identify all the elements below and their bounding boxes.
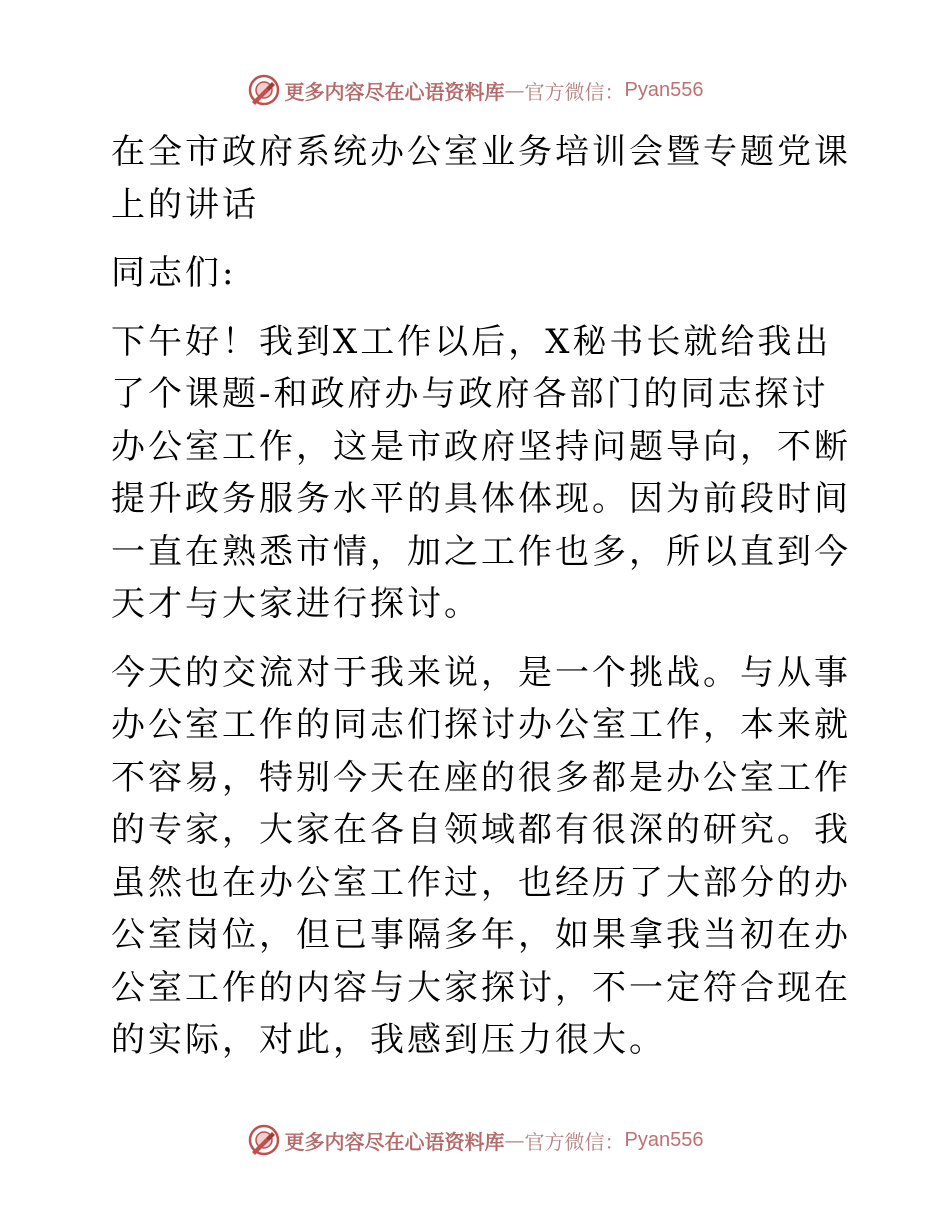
footer-watermark: [0, 1120, 950, 1160]
header-watermark: [0, 70, 950, 110]
document-title: 在全市政府系统办公室业务培训会暨专题党课上的讲话: [111, 132, 851, 225]
pen-logo-icon: [247, 1123, 281, 1157]
watermark-wechat-label: 官方微信：: [524, 1129, 625, 1154]
watermark-text: 更多内容尽在心语资料库: [284, 79, 505, 104]
watermark-text: 更多内容尽在心语资料库: [284, 1129, 505, 1154]
watermark-dash: —: [504, 78, 525, 102]
paragraph-1: 下午好！我到X工作以后，X秘书长就给我出了个课题-和政府办与政府各部门的同志探讨办公室工作，这是市政府坚持问题导向，不断提升政务服务水平的具体体现。因为前段时间一直在熟悉市情，加之工作也多，所以直到今天才与大家进行探讨。: [111, 321, 851, 624]
watermark-wechat-id: Pyan556: [624, 1128, 704, 1151]
pen-logo-icon: [247, 73, 281, 107]
watermark-dash: —: [504, 1128, 525, 1152]
watermark-wechat-label: 官方微信：: [524, 79, 625, 104]
watermark-wechat-id: Pyan556: [624, 78, 704, 101]
document-body: [97, 126, 853, 1083]
salutation: 同志们:: [111, 253, 237, 293]
paragraph-2: 今天的交流对于我来说，是一个挑战。与从事办公室工作的同志们探讨办公室工作，本来就不容易，特别今天在座的很多都是办公室工作的专家，大家在各自领域都有很深的研究。我虽然也在办公室工作过，也经历了大部分的办公室岗位，但已事隔多年，如果拿我当初在办公室工作的内容与大家探讨，不一定符合现在的实际，对此，我感到压力很大。: [111, 652, 851, 1060]
